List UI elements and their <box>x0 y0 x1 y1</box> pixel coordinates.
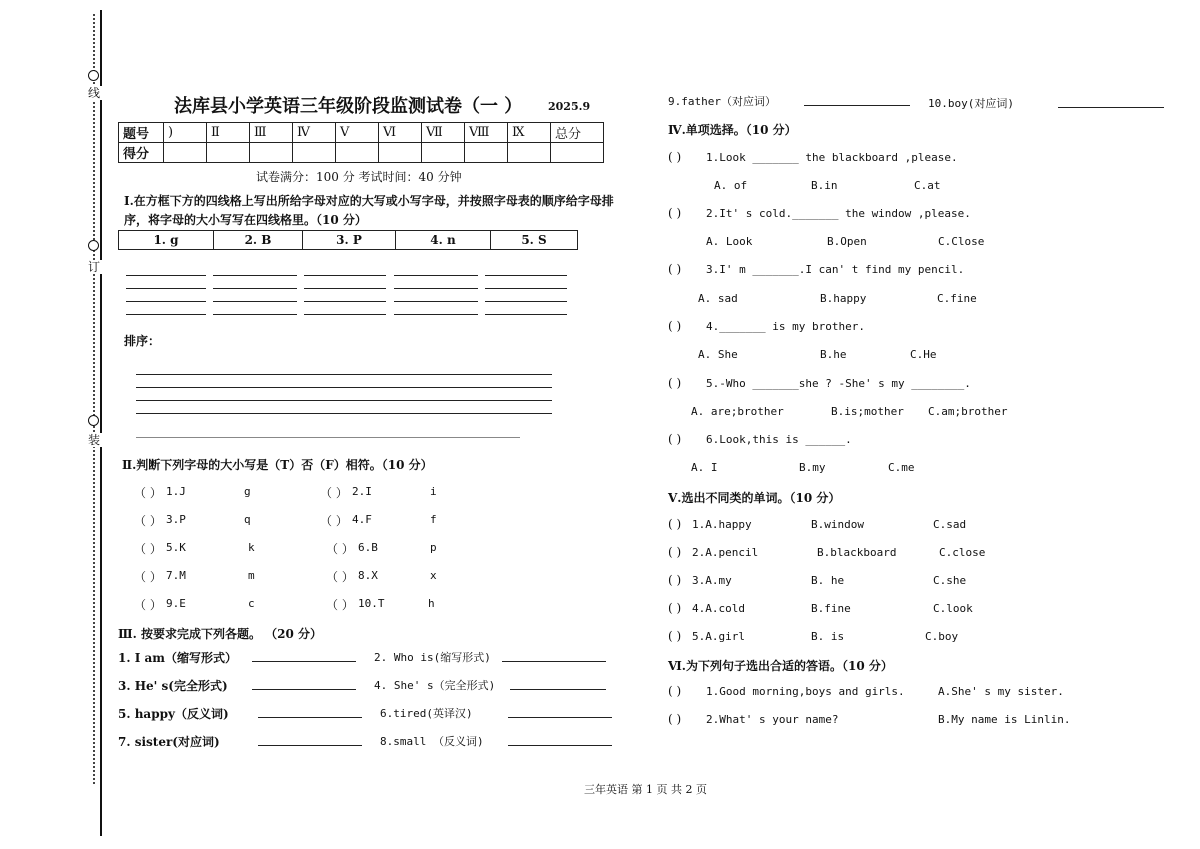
answer-blank[interactable] <box>252 661 356 662</box>
judge-item: 4.F <box>352 513 372 526</box>
judge-item: 2.I <box>352 485 372 498</box>
score-cell: Ⅱ <box>207 123 250 143</box>
dialog-answer: B.My name is Linlin. <box>938 713 1071 726</box>
judge-paren[interactable]: （ ） <box>134 514 162 528</box>
answer-blank[interactable] <box>508 717 612 718</box>
judge-letter: h <box>428 597 435 610</box>
score-input-cell[interactable] <box>465 143 508 163</box>
answer-blank[interactable] <box>1058 107 1164 108</box>
mc-option-b[interactable]: B.he <box>820 348 847 361</box>
binding-hole <box>88 240 99 251</box>
binding-mark-line: 线 <box>87 86 100 100</box>
score-input-cell[interactable] <box>422 143 465 163</box>
judge-letter: m <box>248 569 255 582</box>
score-cell: ) <box>164 123 207 143</box>
judge-letter: k <box>248 541 255 554</box>
mc-option-b[interactable]: B.happy <box>820 292 867 305</box>
score-input-cell[interactable] <box>207 143 250 163</box>
mc-option-a[interactable]: A. She <box>698 348 738 361</box>
word-option-b[interactable]: B.fine <box>811 602 851 615</box>
exam-title: 法库县小学英语三年级阶段监测试卷（一 ） <box>174 96 523 117</box>
mc-option-c[interactable]: C.at <box>914 179 941 192</box>
score-cell: Ⅳ <box>293 123 336 143</box>
letter-cell: 2. B <box>214 231 303 250</box>
judge-paren[interactable]: （ ） <box>326 598 354 612</box>
dialog-question: 2.What' s your name? <box>706 713 839 726</box>
answer-paren[interactable]: ( ) <box>668 712 682 726</box>
judge-paren[interactable]: （ ） <box>326 542 354 556</box>
answer-blank[interactable] <box>252 689 356 690</box>
answer-paren[interactable]: ( ) <box>668 517 682 531</box>
score-cell: Ⅷ <box>465 123 508 143</box>
score-input-cell[interactable] <box>250 143 293 163</box>
judge-item: 9.E <box>166 597 186 610</box>
word-option-b[interactable]: B.window <box>811 518 864 531</box>
word-option-b[interactable]: B. is <box>811 630 845 643</box>
section3-title: Ⅲ. 按要求完成下列各题。 （20 分） <box>118 627 323 641</box>
mc-question: 5.-Who _______she ? -She' s my ________. <box>706 377 971 390</box>
letters-row <box>119 231 578 250</box>
score-input-cell[interactable] <box>379 143 422 163</box>
answer-blank[interactable] <box>502 661 606 662</box>
conversion-item: 6.tired(英译汉) <box>380 707 473 720</box>
mc-option-a[interactable]: A. sad <box>698 292 738 305</box>
judge-paren[interactable]: （ ） <box>134 598 162 612</box>
score-label: 得分 <box>119 143 164 163</box>
word-option-c[interactable]: C.look <box>933 602 973 615</box>
answer-paren[interactable]: ( ) <box>668 262 682 276</box>
binding-hole <box>88 70 99 81</box>
judge-paren[interactable]: （ ） <box>326 570 354 584</box>
word-option-c[interactable]: C.close <box>939 546 986 559</box>
binding-hole <box>88 415 99 426</box>
score-cell: Ⅵ <box>379 123 422 143</box>
judge-letter: g <box>244 485 251 498</box>
conversion-item: 1. I am（缩写形式） <box>118 651 237 665</box>
letter-cell: 4. n <box>396 231 491 250</box>
answer-blank[interactable] <box>258 717 362 718</box>
score-input-cell[interactable] <box>508 143 551 163</box>
judge-letter: q <box>244 513 251 526</box>
conversion-item: 7. sister(对应词) <box>118 735 220 749</box>
answer-paren[interactable]: ( ) <box>668 150 682 164</box>
section6-title: Ⅵ.为下列句子选出合适的答语。（10 分） <box>668 659 893 673</box>
binding-solid-line <box>100 10 102 836</box>
judge-item: 3.P <box>166 513 186 526</box>
score-cell: Ⅲ <box>250 123 293 143</box>
mc-question: 4._______ is my brother. <box>706 320 865 333</box>
letter-cell: 1. g <box>119 231 214 250</box>
word-option-a[interactable]: 1.A.happy <box>692 518 752 531</box>
section5-title: Ⅴ.选出不同类的单词。（10 分） <box>668 491 841 505</box>
answer-blank[interactable] <box>258 745 362 746</box>
conversion-item: 2. Who is(缩写形式) <box>374 651 491 664</box>
mc-option-c[interactable]: C.me <box>888 461 915 474</box>
judge-item: 7.M <box>166 569 186 582</box>
judge-item: 6.B <box>358 541 378 554</box>
answer-paren[interactable]: ( ) <box>668 319 682 333</box>
word-option-c[interactable]: C.sad <box>933 518 967 531</box>
sort-label: 排序： <box>124 334 161 348</box>
word-option-a[interactable]: 3.A.my <box>692 574 732 587</box>
judge-paren[interactable]: （ ） <box>134 486 162 500</box>
answer-paren[interactable]: ( ) <box>668 545 682 559</box>
answer-blank[interactable] <box>804 105 910 106</box>
conversion-item: 4. She' s（完全形式) <box>374 679 496 692</box>
binding-mark-bind: 装 <box>87 433 100 447</box>
binding-dotted-line <box>93 14 95 784</box>
answer-paren[interactable]: ( ) <box>668 601 682 615</box>
judge-item: 10.T <box>358 597 385 610</box>
conversion-item: 10.boy(对应词) <box>928 97 1014 110</box>
answer-paren[interactable]: ( ) <box>668 206 682 220</box>
conversion-item: 5. happy（反义词) <box>118 707 229 721</box>
exam-date: 2025.9 <box>548 100 591 113</box>
mc-question: 3.I' m _______.I can' t find my pencil. <box>706 263 965 276</box>
section2-title: Ⅱ.判断下列字母的大小写是（T）否（F）相符。（10 分） <box>122 458 433 472</box>
judge-letter: c <box>248 597 255 610</box>
dialog-answer: A.She' s my sister. <box>938 685 1064 698</box>
mc-question: 2.It' s cold._______ the window ,please. <box>706 207 971 220</box>
mc-option-c[interactable]: C.Close <box>938 235 985 248</box>
word-option-c[interactable]: C.she <box>933 574 967 587</box>
word-option-b[interactable]: B.blackboard <box>817 546 897 559</box>
conversion-item: 8.small （反义词) <box>380 735 484 748</box>
mc-option-a[interactable]: A. are;brother <box>691 405 784 418</box>
score-cell: Ⅶ <box>422 123 465 143</box>
score-cell: Ⅴ <box>336 123 379 143</box>
score-table-header-row <box>119 123 604 143</box>
score-cell: 总分 <box>551 123 604 143</box>
score-table <box>118 122 604 163</box>
conversion-item: 9.father（对应词） <box>668 95 776 108</box>
section1-title-line2: 序，将字母的大小写写在四线格里。（10 分） <box>124 213 367 227</box>
score-input-cell[interactable] <box>293 143 336 163</box>
mc-question: 1.Look _______ the blackboard ,please. <box>706 151 958 164</box>
letter-cell: 3. P <box>303 231 396 250</box>
answer-blank[interactable] <box>510 689 606 690</box>
mc-option-a[interactable]: A. Look <box>706 235 753 248</box>
mc-option-c[interactable]: C.He <box>910 348 937 361</box>
page-footer: 三年英语 第 1 页 共 2 页 <box>584 783 707 796</box>
letters-table <box>118 230 578 250</box>
score-input-cell[interactable] <box>164 143 207 163</box>
score-input-cell[interactable] <box>551 143 604 163</box>
word-option-a[interactable]: 4.A.cold <box>692 602 745 615</box>
judge-item: 8.X <box>358 569 378 582</box>
section4-title: Ⅳ.单项选择。（10 分） <box>668 123 797 137</box>
mc-option-c[interactable]: C.am;brother <box>928 405 1008 418</box>
answer-paren[interactable]: ( ) <box>668 573 682 587</box>
answer-paren[interactable]: ( ) <box>668 432 682 446</box>
judge-item: 1.J <box>166 485 186 498</box>
mc-option-a[interactable]: A. I <box>691 461 718 474</box>
score-input-cell[interactable] <box>336 143 379 163</box>
answer-paren[interactable]: ( ) <box>668 684 682 698</box>
mc-option-b[interactable]: B.in <box>811 179 838 192</box>
word-option-a[interactable]: 5.A.girl <box>692 630 745 643</box>
judge-letter: f <box>430 513 437 526</box>
conversion-item: 3. He' s(完全形式) <box>118 679 228 693</box>
answer-paren[interactable]: ( ) <box>668 376 682 390</box>
score-cell: Ⅸ <box>508 123 551 143</box>
judge-paren[interactable]: （ ） <box>320 486 348 500</box>
mc-option-a[interactable]: A. of <box>714 179 748 192</box>
mc-question: 6.Look,this is ______. <box>706 433 852 446</box>
mc-option-b[interactable]: B.is;mother <box>831 405 904 418</box>
mc-option-c[interactable]: C.fine <box>937 292 977 305</box>
word-option-c[interactable]: C.boy <box>925 630 959 643</box>
dialog-question: 1.Good morning,boys and girls. <box>706 685 905 698</box>
judge-letter: i <box>430 485 437 498</box>
mc-option-b[interactable]: B.Open <box>827 235 867 248</box>
answer-blank[interactable] <box>508 745 612 746</box>
letter-cell: 5. S <box>491 231 578 250</box>
mc-option-b[interactable]: B.my <box>799 461 826 474</box>
binding-mark-order: 订 <box>87 260 100 274</box>
judge-paren[interactable]: （ ） <box>134 570 162 584</box>
judge-letter: x <box>430 569 437 582</box>
score-table-score-row <box>119 143 604 163</box>
judge-paren[interactable]: （ ） <box>134 542 162 556</box>
judge-item: 5.K <box>166 541 186 554</box>
answer-paren[interactable]: ( ) <box>668 629 682 643</box>
judge-paren[interactable]: （ ） <box>320 514 348 528</box>
word-option-b[interactable]: B. he <box>811 574 845 587</box>
judge-letter: p <box>430 541 437 554</box>
word-option-a[interactable]: 2.A.pencil <box>692 546 759 559</box>
exam-info: 试卷满分：100 分 考试时间：40 分钟 <box>256 170 462 184</box>
section1-title-line1: Ⅰ.在方框下方的四线格上写出所给字母对应的大写或小写字母，并按照字母表的顺序给字母排 <box>124 194 614 208</box>
score-cell: 题号 <box>119 123 164 143</box>
